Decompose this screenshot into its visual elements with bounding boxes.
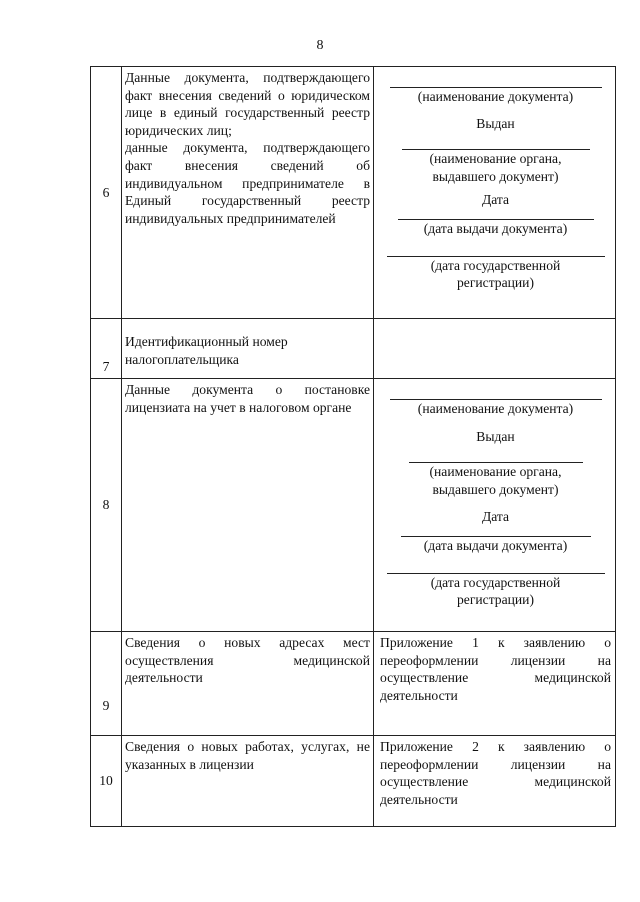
row-number: 6 — [91, 67, 122, 319]
appendix-reference: Приложение 2 к заявлению о переоформлении лицензии на осуществление медицинской деятельности — [380, 739, 611, 807]
issuing-organ-label: (наименование органа, выдавшего документ) — [429, 464, 562, 497]
row-description — [122, 736, 374, 827]
row-number: 8 — [91, 379, 122, 632]
doc-name-label: (наименование документа) — [417, 401, 574, 416]
row-number: 9 — [91, 632, 122, 736]
page-number: 8 — [316, 38, 324, 53]
row-info — [374, 736, 616, 827]
date-label: Дата — [481, 509, 510, 525]
table-row — [91, 67, 616, 319]
description-text: Идентификационный номер налогоплательщика — [125, 334, 288, 367]
issuing-organ-label: (наименование органа, выдавшего документ) — [429, 151, 562, 184]
description-text: Сведения о новых работах, услугах, не указанных в лицензии — [125, 739, 370, 772]
description-part: Данные документа, подтверждающего факт внесения сведений о юридическом лице в единый государственный реестр юридических лиц; — [125, 70, 370, 138]
taxpayer-id-field[interactable] — [374, 319, 616, 379]
issued-label: Выдан — [476, 428, 515, 444]
description-part: данные документа, подтверждающего факт внесения сведений об индивидуальном предпринимателе в Единый государственный реестр индивидуальных предпринимателей — [125, 140, 370, 226]
document-fields — [374, 67, 616, 319]
table-row — [91, 736, 616, 827]
issued-label: Выдан — [476, 115, 515, 131]
issue-date-label: (дата выдачи документа) — [423, 220, 568, 236]
row-description — [122, 319, 374, 379]
registration-date-label: (дата государственной регистрации) — [430, 257, 561, 291]
row-description — [122, 67, 374, 319]
issue-date-label: (дата выдачи документа) — [423, 537, 568, 553]
row-number: 10 — [91, 736, 122, 827]
registration-date-label: (дата государственной регистрации) — [430, 574, 561, 608]
description-text: Сведения о новых адресах мест осуществления медицинской деятельности — [125, 635, 370, 686]
row-description — [122, 379, 374, 632]
appendix-reference: Приложение 1 к заявлению о переоформлении лицензии на осуществление медицинской деятельности — [380, 635, 611, 703]
row-info — [374, 632, 616, 736]
table-row — [91, 632, 616, 736]
doc-name-label: (наименование документа) — [417, 89, 574, 104]
license-form-table — [90, 66, 616, 827]
row-description — [122, 632, 374, 736]
date-label: Дата — [481, 192, 510, 208]
row-number: 7 — [91, 319, 122, 379]
table-row — [91, 379, 616, 632]
table-row — [91, 319, 616, 379]
document-fields — [374, 379, 616, 632]
description-text: Данные документа о постановке лицензиата на учет в налоговом органе — [125, 382, 370, 415]
